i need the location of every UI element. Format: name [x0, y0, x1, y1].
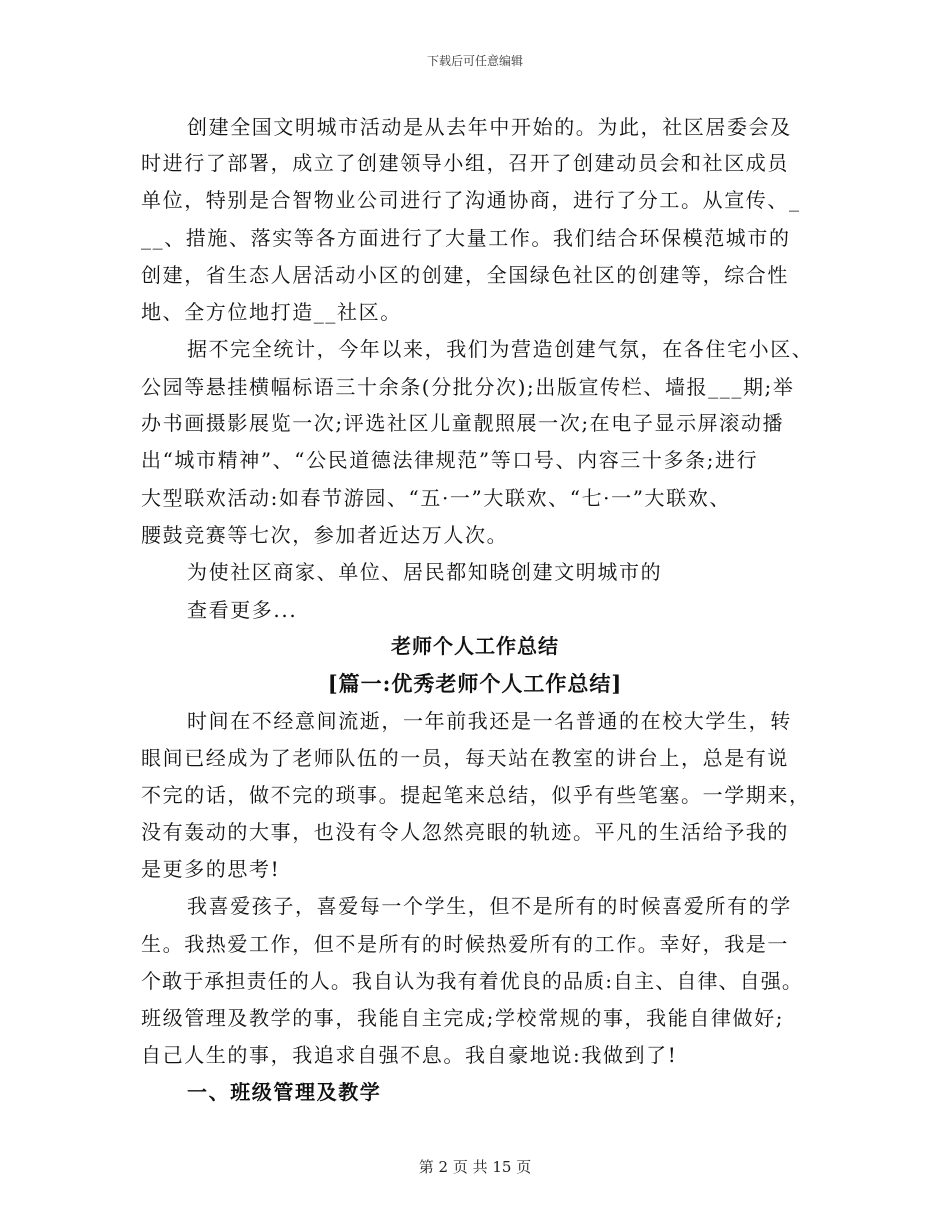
text-line: 时进行了部署，成立了创建领导小组，召开了创建动员会和社区成员 — [141, 151, 789, 175]
text-line: 没有轰动的大事，也没有令人忽然亮眼的轨迹。平凡的生活给予我的 — [141, 820, 789, 844]
text-line: 办书画摄影展览一次;评选社区儿童靓照展一次;在电子显示屏滚动播 — [141, 411, 785, 435]
text-line: 时间在不经意间流逝，一年前我还是一名普通的在校大学生，转 — [187, 709, 792, 733]
text-line: 自己人生的事，我追求自强不息。我自豪地说:我做到了! — [141, 1043, 678, 1067]
text-line: 大型联欢活动:如春节游园、“五·一”大联欢、“七·一”大联欢、 — [141, 486, 731, 510]
section-title: 老师个人工作总结 — [391, 634, 559, 658]
text-line: 个敢于承担责任的人。我自认为我有着优良的品质:自主、自律、自强。 — [141, 969, 803, 993]
text-line: 班级管理及教学的事，我能自主完成;学校常规的事，我能自律做好; — [141, 1006, 785, 1030]
text-line: 创建全国文明城市活动是从去年中开始的。为此，社区居委会及 — [187, 115, 792, 139]
text-line: 腰鼓竞赛等七次，参加者近达万人次。 — [141, 523, 509, 547]
subsection-title: [篇一:优秀老师个人工作总结] — [327, 671, 623, 696]
section-heading: 一、班级管理及教学 — [187, 1080, 382, 1104]
text-line: 创建，省生态人居活动小区的创建，全国绿色社区的创建等，综合性 — [141, 263, 789, 287]
view-more-link[interactable]: 查看更多... — [187, 598, 298, 622]
text-line: 出“城市精神”、“公民道德法律规范”等口号、内容三十多条;进行 — [141, 448, 759, 472]
text-line: 我喜爱孩子，喜爱每一个学生，但不是所有的时候喜爱所有的学 — [187, 894, 792, 918]
text-line: 单位，特别是合智物业公司进行了沟通协商，进行了分工。从宣传、_ — [141, 188, 801, 212]
text-line: __、措施、落实等各方面进行了大量工作。我们结合环保模范城市的 — [141, 226, 791, 250]
page-header: 下载后可任意编辑 — [426, 54, 523, 68]
text-line: 据不完全统计，今年以来，我们为营造创建气氛，在各住宅小区、 — [187, 337, 814, 361]
text-line: 生。我热爱工作，但不是所有的时候热爱所有的工作。幸好，我是一 — [141, 932, 789, 956]
text-line: 眼间已经成为了老师队伍的一员，每天站在教室的讲台上，总是有说 — [141, 746, 789, 770]
text-line: 是更多的思考! — [141, 857, 281, 881]
text-line: 地、全方位地打造__社区。 — [141, 300, 402, 324]
text-line: 为使社区商家、单位、居民都知晓创建文明城市的 — [187, 560, 663, 584]
text-line: 公园等悬挂横幅标语三十余条(分批分次);出版宣传栏、墙报___期;举 — [141, 375, 795, 399]
page-footer: 第 2 页 共 15 页 — [418, 1158, 532, 1176]
text-line: 不完的话，做不完的琐事。提起笔来总结，似乎有些笔塞。一学期来， — [141, 783, 811, 807]
